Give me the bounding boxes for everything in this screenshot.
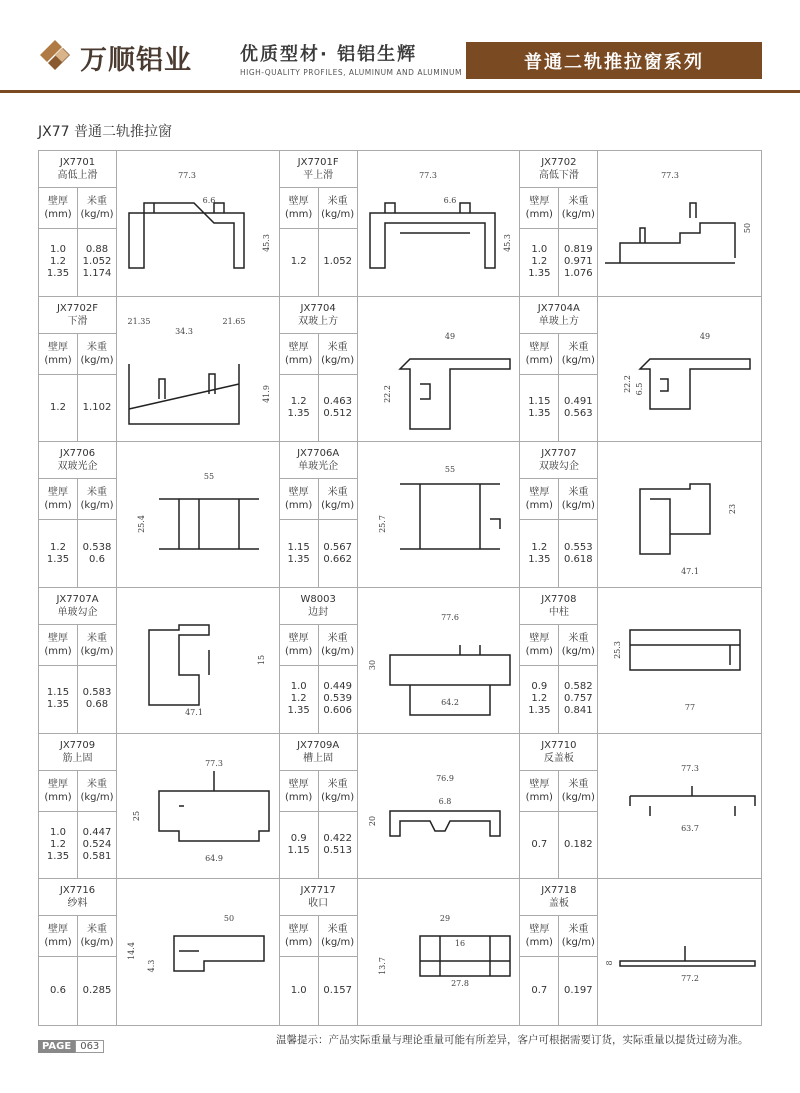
thickness-values: 1.0 1.2 1.35 <box>520 229 559 296</box>
weight-unit: (kg/m) <box>80 646 114 657</box>
thickness-label: 壁厚 <box>529 924 550 936</box>
section-title: JX77 普通二轨推拉窗 <box>38 124 172 140</box>
thickness-values: 1.0 1.2 1.35 <box>39 229 78 296</box>
dimension-label: 77.3 <box>205 758 223 768</box>
product-code: JX7709 <box>59 739 96 751</box>
weight-label: 米重 <box>87 778 107 790</box>
profile-outline <box>630 786 755 816</box>
thickness-unit: (mm) <box>44 209 72 220</box>
weight-label: 米重 <box>87 341 107 353</box>
weight-label: 米重 <box>327 778 348 790</box>
dimension-label: 77 <box>685 703 696 712</box>
weight-unit: (kg/m) <box>561 791 595 803</box>
product-code: W8003 <box>300 594 336 605</box>
dimension-label: 6.5 <box>635 382 645 396</box>
weight-label: 米重 <box>87 633 107 644</box>
profile-drawing <box>600 590 756 730</box>
dimension-label: 27.8 <box>450 979 469 989</box>
thickness-unit: (mm) <box>525 937 553 949</box>
thickness-unit: (mm) <box>525 500 553 512</box>
thickness-values: 1.15 1.35 <box>39 666 78 733</box>
spec-table <box>39 879 117 1025</box>
profile-outline <box>640 484 710 554</box>
thickness-label: 壁厚 <box>48 341 68 353</box>
thickness-values: 0.6 <box>39 957 78 1025</box>
dimension-label: 63.7 <box>681 823 700 833</box>
slogan: 优质型材· 铝铝生辉 <box>240 44 418 65</box>
spec-table <box>280 734 358 879</box>
product-name: 单玻勾企 <box>57 607 98 618</box>
weight-unit: (kg/m) <box>321 354 355 366</box>
thickness-unit: (mm) <box>525 354 553 366</box>
weight-label: 米重 <box>327 487 348 499</box>
dimension-label: 55 <box>203 472 215 482</box>
weight-unit: (kg/m) <box>80 500 114 512</box>
profile-drawing <box>119 590 275 730</box>
product-code: JX7701F <box>297 157 339 168</box>
weight-label: 米重 <box>87 487 107 499</box>
weight-unit: (kg/m) <box>561 354 595 366</box>
weight-values: 0.491 0.563 <box>564 395 593 419</box>
dimension-label: 8 <box>605 960 615 966</box>
thickness-unit: (mm) <box>285 500 313 512</box>
product-cell-jx7707 <box>520 442 761 588</box>
dimension-label: 64.2 <box>440 698 459 707</box>
dimension-label: 45.3 <box>262 234 271 252</box>
product-code: JX7702F <box>56 302 98 314</box>
dimension-label: 6.6 <box>202 196 216 205</box>
thickness-label: 壁厚 <box>529 341 550 353</box>
product-cell-jx7704a <box>520 297 761 443</box>
product-name: 中柱 <box>548 607 569 618</box>
spec-table <box>280 588 358 733</box>
product-name: 边封 <box>308 607 329 618</box>
product-code: JX7704 <box>300 302 336 314</box>
product-code: JX7706 <box>59 448 96 460</box>
profile-outline <box>640 359 750 409</box>
product-cell-jx7708 <box>520 588 761 734</box>
product-code: JX7701 <box>59 157 96 168</box>
profile-drawing <box>119 153 275 293</box>
profile-outline <box>159 499 259 549</box>
dimension-label: 47.1 <box>681 567 700 577</box>
weight-values: 0.538 0.6 <box>82 541 112 565</box>
product-code: JX7717 <box>300 885 336 897</box>
profile-drawing <box>600 444 756 584</box>
thickness-label: 壁厚 <box>529 778 550 790</box>
thickness-label: 壁厚 <box>529 633 550 644</box>
product-cell-jx7701f <box>280 151 521 297</box>
dimension-label: 6.8 <box>438 796 452 806</box>
thickness-values: 0.9 1.2 1.35 <box>520 666 559 733</box>
dimension-label: 49 <box>700 331 711 341</box>
product-code: JX7707A <box>56 594 99 605</box>
thickness-unit: (mm) <box>525 791 553 803</box>
dimension-label: 55 <box>444 465 455 475</box>
dimension-label: 47.1 <box>185 708 203 717</box>
thickness-values: 1.2 1.35 <box>280 375 319 442</box>
profile-drawing <box>360 153 516 293</box>
profile-drawing <box>360 881 516 1021</box>
profile-outline <box>630 630 740 670</box>
spec-table <box>520 442 598 587</box>
thickness-unit: (mm) <box>44 500 72 512</box>
thickness-values: 1.2 <box>39 375 78 442</box>
profile-drawing <box>360 444 516 584</box>
thickness-values: 1.2 <box>280 229 319 296</box>
product-cell-jx7709a <box>280 734 521 880</box>
weight-unit: (kg/m) <box>561 209 595 220</box>
weight-label: 米重 <box>327 924 348 936</box>
profile-outline <box>400 359 510 429</box>
dimension-label: 23 <box>728 504 738 515</box>
thickness-values: 1.2 1.35 <box>39 520 78 587</box>
dimension-label: 20 <box>367 815 377 826</box>
product-name: 收口 <box>308 898 329 910</box>
spec-table <box>520 297 598 442</box>
weight-unit: (kg/m) <box>561 500 595 512</box>
dimension-label: 77.3 <box>418 171 437 180</box>
product-cell-jx7707a <box>39 588 280 734</box>
profile-drawing <box>119 736 275 876</box>
logo-icon <box>38 38 72 72</box>
page-number: 063 <box>75 1040 104 1053</box>
dimension-label: 25.3 <box>613 641 623 659</box>
dimension-label: 25.4 <box>137 515 146 534</box>
weight-unit: (kg/m) <box>321 791 355 803</box>
profile-drawing <box>119 299 275 439</box>
page-indicator <box>38 1040 104 1053</box>
profile-outline <box>174 936 264 971</box>
dimension-label: 77.3 <box>661 171 680 180</box>
weight-values: 0.447 0.524 0.581 <box>82 826 112 862</box>
weight-unit: (kg/m) <box>80 791 114 803</box>
weight-values: 0.567 0.662 <box>323 541 352 565</box>
weight-values: 0.182 <box>564 838 593 850</box>
product-code: JX7706A <box>297 448 340 460</box>
thickness-unit: (mm) <box>44 354 72 366</box>
thickness-label: 壁厚 <box>48 487 68 499</box>
product-cell-jx7709 <box>39 734 280 880</box>
thickness-label: 壁厚 <box>48 924 68 936</box>
weight-unit: (kg/m) <box>561 646 595 657</box>
thickness-values: 1.0 1.2 1.35 <box>280 666 319 733</box>
product-cell-jx7717 <box>280 879 521 1025</box>
profile-drawing <box>600 153 756 293</box>
dimension-label: 25 <box>132 810 141 821</box>
dimension-label: 77.6 <box>440 613 459 622</box>
profile-outline <box>620 946 755 966</box>
profile-drawing <box>360 590 516 730</box>
product-name: 盖板 <box>548 898 569 910</box>
weight-unit: (kg/m) <box>321 937 355 949</box>
thickness-label: 壁厚 <box>48 633 68 644</box>
product-cell-jx7716 <box>39 879 280 1025</box>
product-name: 双玻上方 <box>298 315 339 327</box>
thickness-unit: (mm) <box>44 791 72 803</box>
product-cell-jx7706 <box>39 442 280 588</box>
thickness-label: 壁厚 <box>288 778 309 790</box>
dimension-label: 76.9 <box>435 773 454 783</box>
weight-label: 米重 <box>87 196 107 207</box>
dimension-label: 29 <box>439 914 450 924</box>
product-code: JX7707 <box>541 448 577 460</box>
profile-outline <box>149 625 209 705</box>
spec-table <box>520 151 598 296</box>
product-cell-jx7704 <box>280 297 521 443</box>
dimension-label: 77.2 <box>681 974 700 984</box>
product-code: JX7718 <box>541 885 577 897</box>
profile-drawing <box>600 299 756 439</box>
thickness-values: 0.7 <box>520 812 559 879</box>
spec-table <box>280 442 358 587</box>
weight-values: 0.553 0.618 <box>564 541 593 565</box>
thickness-label: 壁厚 <box>48 196 68 207</box>
weight-unit: (kg/m) <box>80 354 114 366</box>
thickness-values: 0.7 <box>520 957 559 1025</box>
profile-outline <box>129 203 244 268</box>
weight-label: 米重 <box>327 196 348 207</box>
product-grid <box>38 150 762 1026</box>
page-header <box>0 0 800 90</box>
weight-unit: (kg/m) <box>321 646 355 657</box>
dimension-label: 21.35 <box>127 316 151 326</box>
dimension-label: 6.6 <box>443 196 457 205</box>
profile-outline <box>370 203 495 268</box>
product-name: 槽上固 <box>303 752 334 764</box>
dimension-label: 22.2 <box>623 374 633 393</box>
dimension-label: 50 <box>743 222 753 234</box>
profile-drawing <box>600 736 756 876</box>
dimension-label: 16 <box>454 939 465 949</box>
weight-label: 米重 <box>327 633 348 644</box>
profile-outline <box>159 771 269 841</box>
product-cell-jx7718 <box>520 879 761 1025</box>
thickness-unit: (mm) <box>44 937 72 949</box>
dimension-label: 22.2 <box>382 384 392 403</box>
product-cell-jx7706a <box>280 442 521 588</box>
thickness-values: 0.9 1.15 <box>280 812 319 879</box>
thickness-unit: (mm) <box>285 937 313 949</box>
dimension-label: 45.3 <box>502 234 512 252</box>
profile-drawing <box>360 736 516 876</box>
product-code: JX7704A <box>537 302 580 314</box>
thickness-values: 1.15 1.35 <box>520 375 559 442</box>
spec-table <box>520 734 598 879</box>
weight-values: 0.197 <box>564 985 593 997</box>
weight-values: 0.422 0.513 <box>323 832 352 856</box>
thickness-label: 壁厚 <box>288 341 309 353</box>
profile-outline <box>390 811 500 836</box>
thickness-label: 壁厚 <box>529 196 550 207</box>
spec-table <box>39 734 117 879</box>
spec-table <box>280 151 358 296</box>
thickness-unit: (mm) <box>285 646 313 657</box>
dimension-label: 77.3 <box>178 171 196 180</box>
product-cell-jx7701 <box>39 151 280 297</box>
spec-table <box>39 588 117 733</box>
product-name: 双玻勾企 <box>538 461 579 473</box>
thickness-values: 1.2 1.35 <box>520 520 559 587</box>
weight-label: 米重 <box>568 341 589 353</box>
profile-drawing <box>119 881 275 1021</box>
series-title: 普通二轨推拉窗系列 <box>466 42 762 79</box>
weight-label: 米重 <box>568 778 589 790</box>
dimension-label: 4.3 <box>147 959 156 973</box>
weight-unit: (kg/m) <box>321 209 355 220</box>
weight-label: 米重 <box>568 196 589 207</box>
product-code: JX7710 <box>541 739 577 751</box>
thickness-unit: (mm) <box>285 791 313 803</box>
brand-name: 万顺铝业 <box>80 45 192 76</box>
product-code: JX7716 <box>59 885 96 897</box>
thickness-values: 1.0 <box>280 957 319 1025</box>
weight-unit: (kg/m) <box>321 500 355 512</box>
thickness-unit: (mm) <box>525 646 553 657</box>
thickness-values: 1.15 1.35 <box>280 520 319 587</box>
dimension-label: 13.7 <box>377 957 387 976</box>
thickness-label: 壁厚 <box>288 633 309 644</box>
profile-outline <box>400 484 500 549</box>
weight-unit: (kg/m) <box>80 209 114 220</box>
product-cell-jx7710 <box>520 734 761 880</box>
spec-table <box>39 442 117 587</box>
spec-table <box>280 879 358 1025</box>
product-name: 纱料 <box>67 898 88 910</box>
thickness-label: 壁厚 <box>48 778 68 790</box>
thickness-unit: (mm) <box>285 209 313 220</box>
weight-unit: (kg/m) <box>80 937 114 949</box>
slogan-english: HIGH-QUALITY PROFILES, ALUMINUM AND ALUMINUM <box>240 68 462 77</box>
spec-table <box>520 588 598 733</box>
weight-label: 米重 <box>568 487 589 499</box>
dimension-label: 25.7 <box>377 515 387 534</box>
weight-label: 米重 <box>327 341 348 353</box>
product-code: JX7702 <box>541 157 577 168</box>
thickness-unit: (mm) <box>44 646 72 657</box>
dimension-label: 77.3 <box>681 763 700 773</box>
profile-drawing <box>600 881 756 1021</box>
product-name: 筋上固 <box>62 752 93 764</box>
weight-label: 米重 <box>568 924 589 936</box>
product-cell-jx7702 <box>520 151 761 297</box>
product-cell-w8003 <box>280 588 521 734</box>
weight-label: 米重 <box>87 924 107 936</box>
product-code: JX7709A <box>297 739 340 751</box>
page-label: PAGE <box>38 1040 75 1053</box>
weight-values: 0.582 0.757 0.841 <box>564 681 593 717</box>
thickness-unit: (mm) <box>285 354 313 366</box>
weight-values: 1.052 <box>323 256 352 268</box>
profile-outline <box>129 364 239 424</box>
weight-values: 0.449 0.539 0.606 <box>323 681 352 717</box>
dimension-label: 15 <box>257 654 266 666</box>
thickness-values: 1.0 1.2 1.35 <box>39 812 78 879</box>
dimension-label: 50 <box>223 914 235 924</box>
dimension-label: 41.9 <box>262 384 271 403</box>
profile-outline <box>605 203 735 263</box>
product-name: 高低上滑 <box>57 170 98 181</box>
spec-table <box>39 151 117 296</box>
weight-values: 1.102 <box>82 401 112 413</box>
product-code: JX7708 <box>541 594 577 605</box>
dimension-label: 34.3 <box>175 326 193 336</box>
weight-values: 0.819 0.971 1.076 <box>564 244 593 280</box>
thickness-label: 壁厚 <box>288 196 309 207</box>
weight-values: 0.285 <box>82 985 112 997</box>
product-name: 反盖板 <box>543 752 574 764</box>
product-name: 下滑 <box>67 315 88 327</box>
weight-label: 米重 <box>568 633 589 644</box>
weight-values: 0.157 <box>323 985 352 997</box>
product-cell-jx7702f <box>39 297 280 443</box>
product-name: 高低下滑 <box>538 170 579 181</box>
spec-table <box>39 297 117 442</box>
thickness-label: 壁厚 <box>288 924 309 936</box>
weight-values: 0.583 0.68 <box>82 687 112 711</box>
profile-drawing <box>360 299 516 439</box>
thickness-unit: (mm) <box>525 209 553 220</box>
spec-table <box>280 297 358 442</box>
weight-values: 0.463 0.512 <box>323 395 352 419</box>
thickness-label: 壁厚 <box>529 487 550 499</box>
dimension-label: 49 <box>444 331 455 341</box>
dimension-label: 64.9 <box>205 853 223 863</box>
header-divider <box>0 90 800 93</box>
product-name: 单玻上方 <box>538 315 579 327</box>
profile-drawing <box>119 444 275 584</box>
spec-table <box>520 879 598 1025</box>
dimension-label: 21.65 <box>222 316 246 326</box>
product-name: 平上滑 <box>303 170 334 181</box>
thickness-label: 壁厚 <box>288 487 309 499</box>
product-name: 双玻光企 <box>57 461 98 473</box>
footnote: 温馨提示：产品实际重量与理论重量可能有所差异，客户可根据需要订货，实际重量以提货过磅为准。 <box>276 1034 749 1046</box>
dimension-label: 14.4 <box>127 942 136 961</box>
weight-unit: (kg/m) <box>561 937 595 949</box>
dimension-label: 30 <box>367 659 377 671</box>
product-name: 单玻光企 <box>298 461 339 473</box>
weight-values: 0.88 1.052 1.174 <box>82 244 112 280</box>
